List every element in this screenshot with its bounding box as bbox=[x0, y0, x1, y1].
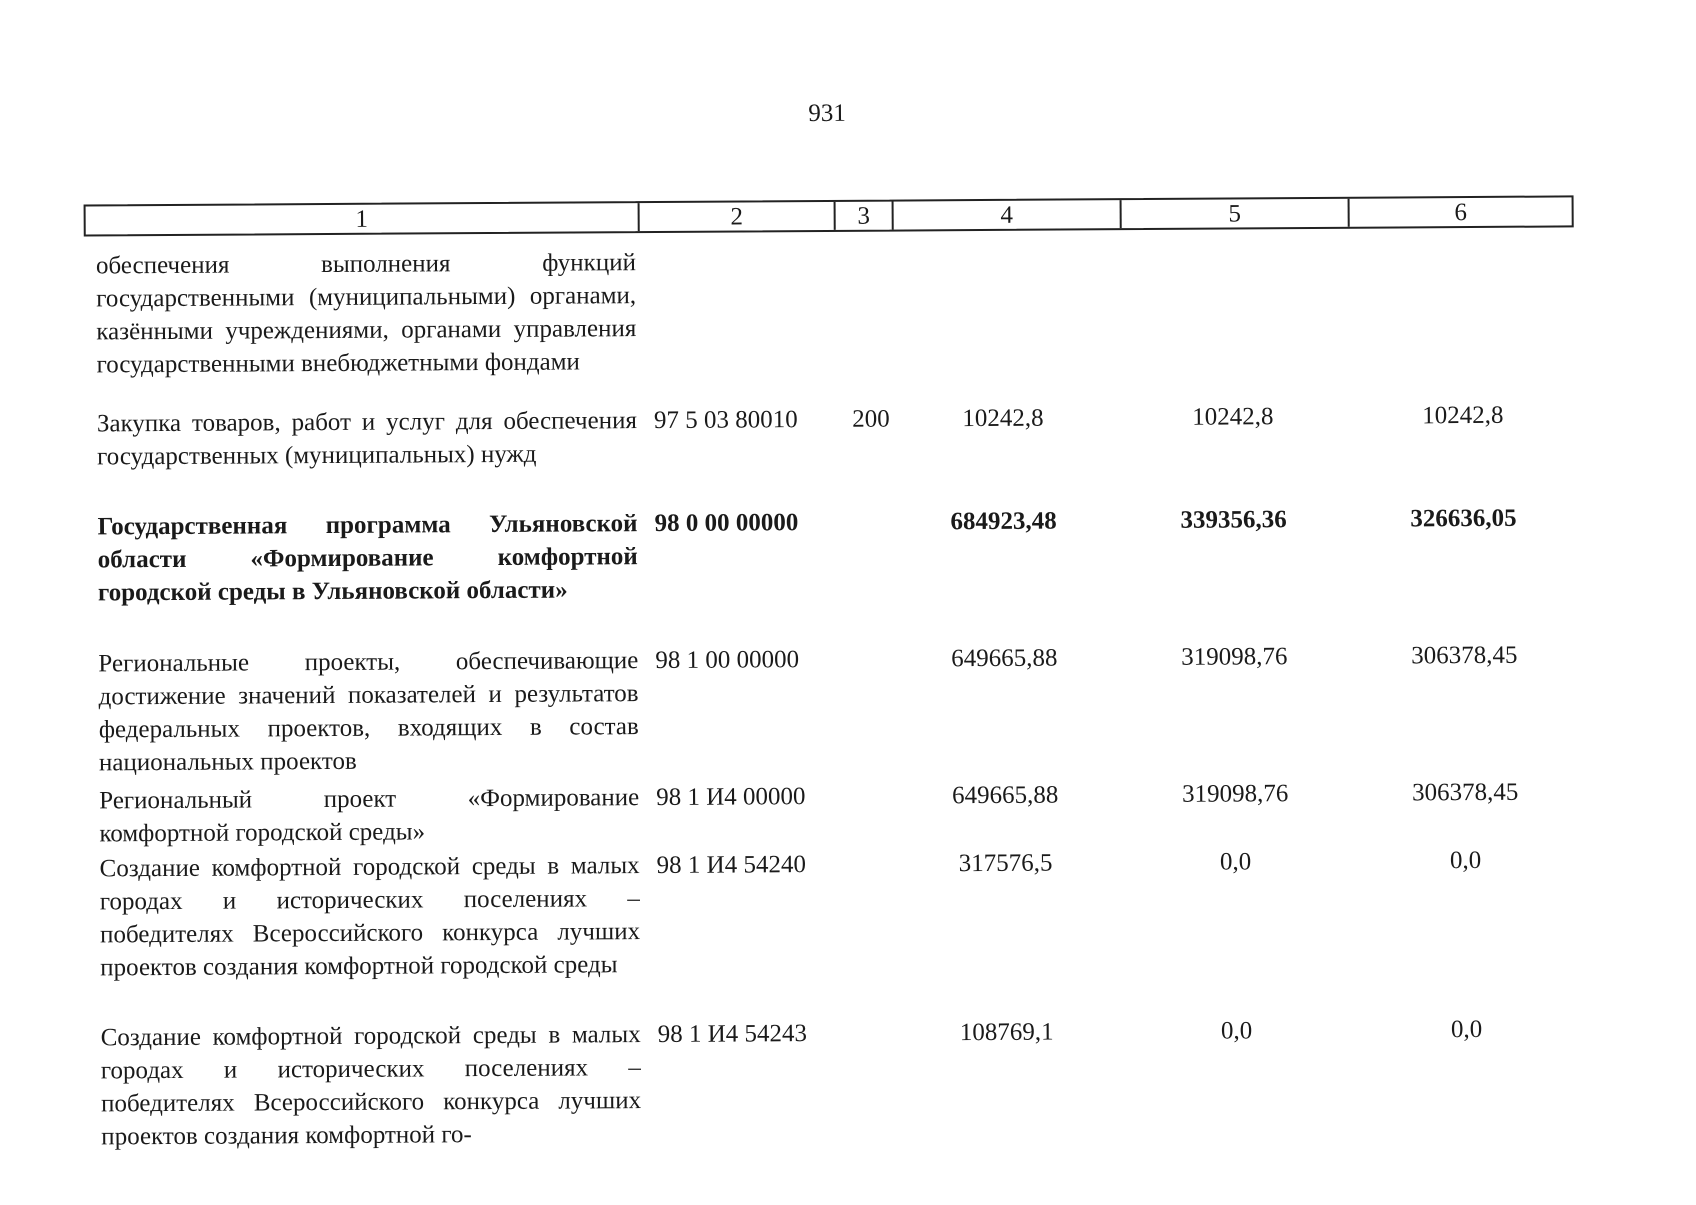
row-code: 98 1 И4 54243 bbox=[657, 1020, 808, 1048]
row-value-col6: 306378,45 bbox=[1411, 778, 1519, 807]
column-header-5: 5 bbox=[1120, 199, 1348, 228]
row-description: Создание комфортной городской среды в малых городах и исторических поселениях – победителях Всероссийского конкурса лучших проектов создания комфортной го- bbox=[100, 1021, 642, 1151]
row-description: Региональный проект «Формирование комфортной городской среды» bbox=[99, 784, 640, 848]
row-value-col6: 306378,45 bbox=[1411, 641, 1518, 670]
row-value-col4: 649665,88 bbox=[951, 781, 1059, 810]
column-header-6: 6 bbox=[1348, 197, 1572, 226]
column-header-3: 3 bbox=[834, 202, 892, 230]
table-row bbox=[0, 638, 1600, 777]
page-number: 931 bbox=[808, 99, 846, 128]
row-value-col4: 649665,88 bbox=[951, 644, 1058, 673]
row-value-col6: 0,0 bbox=[1450, 1015, 1483, 1044]
row-value-col5: 0,0 bbox=[1219, 848, 1252, 876]
table-row bbox=[0, 501, 1599, 607]
column-header-2: 2 bbox=[638, 202, 834, 231]
row-code: 98 1 00 00000 bbox=[655, 646, 800, 675]
column-header-1: 1 bbox=[355, 205, 368, 233]
row-expense-type: 200 bbox=[852, 405, 890, 433]
row-value-col5: 319098,76 bbox=[1181, 643, 1288, 671]
row-code: 98 1 И4 00000 bbox=[656, 783, 806, 812]
column-header-4: 4 bbox=[892, 200, 1120, 229]
row-code: 98 0 00 00000 bbox=[654, 509, 799, 538]
row-code: 97 5 03 80010 bbox=[653, 406, 798, 435]
row-description: Закупка товаров, работ и услуг для обеспечения государственных (муниципальных) нужд bbox=[96, 407, 637, 471]
row-value-col5: 0,0 bbox=[1220, 1017, 1253, 1045]
row-value-col5: 319098,76 bbox=[1181, 780, 1289, 808]
row-description: Создание комфортной городской среды в малых городах и исторических поселениях – победителях Всероссийского конкурса лучших проектов создания комфортной городской среды bbox=[99, 852, 641, 982]
row-value-col4: 317576,5 bbox=[958, 849, 1053, 878]
table-row bbox=[0, 240, 1598, 379]
row-value-col6: 326636,05 bbox=[1410, 504, 1517, 533]
row-code: 98 1 И4 54240 bbox=[656, 851, 807, 880]
row-description: Государственная программа Ульяновской области «Формирование комфортной городской среды в Ульяновской области» bbox=[97, 510, 638, 607]
row-value-col5: 10242,8 bbox=[1192, 403, 1274, 431]
row-value-col6: 10242,8 bbox=[1422, 401, 1504, 430]
table-header bbox=[84, 195, 1574, 236]
table-row bbox=[0, 398, 1599, 471]
row-value-col4: 684923,48 bbox=[950, 507, 1057, 536]
row-description: обеспечения выполнения функций государственными (муниципальными) органами, казёнными учреждениями, органами управления государственными внебюджетными фондами bbox=[95, 249, 637, 379]
row-description: Региональные проекты, обеспечивающие достижение значений показателей и результатов федеральных проектов, входящих в состав национальных проектов bbox=[98, 647, 639, 777]
row-value-col4: 10242,8 bbox=[962, 404, 1044, 433]
row-value-col4: 108769,1 bbox=[959, 1018, 1054, 1047]
row-value-col5: 339356,36 bbox=[1180, 506, 1287, 534]
table-row bbox=[3, 1012, 1603, 1151]
row-value-col6: 0,0 bbox=[1449, 846, 1482, 875]
